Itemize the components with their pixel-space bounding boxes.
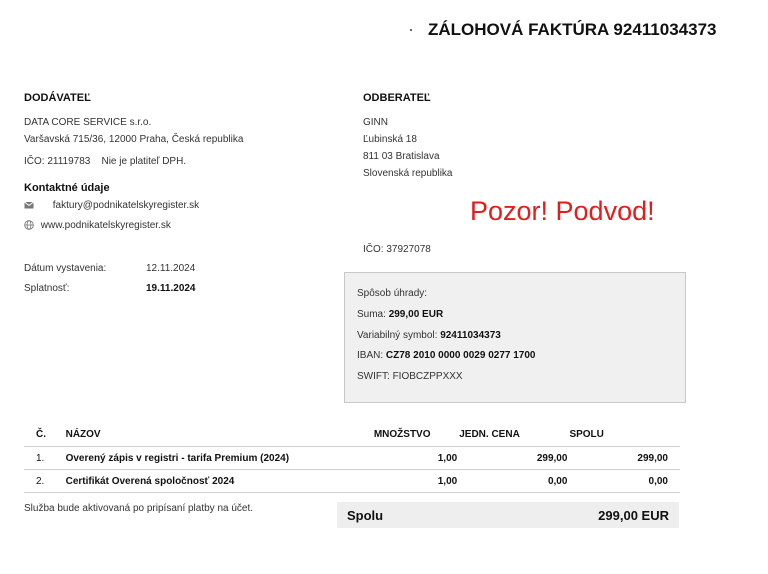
globe-icon (24, 220, 34, 230)
total-value: 299,00 EUR (598, 508, 669, 523)
supplier-ico: IČO: 21119783 (24, 156, 91, 167)
row-quantity: 1,00 (373, 447, 458, 470)
payment-swift-value: FIOBCZPPXXX (392, 371, 463, 382)
row-unit-price: 0,00 (458, 470, 568, 493)
payment-method: Spôsob úhrady: (357, 288, 428, 299)
customer-country: Slovenská republika (363, 168, 453, 179)
table-header-row (24, 422, 680, 447)
items-table (24, 422, 680, 493)
due-label: Splatnosť: (24, 283, 70, 294)
customer-ico: IČO: 37927078 (363, 244, 431, 255)
customer-street: Ľubinská 18 (363, 134, 417, 145)
payment-swift-row (357, 371, 463, 382)
contact-email-row (24, 197, 199, 214)
payment-iban-value: CZ78 2010 0000 0029 0277 1700 (385, 350, 536, 361)
row-total: 299,00 (568, 447, 680, 470)
payment-iban-label: IBAN: (357, 350, 384, 361)
supplier-heading: DODÁVATEĽ (24, 92, 91, 104)
total-bar (337, 502, 679, 528)
contact-web-row (24, 217, 171, 234)
row-number: 1. (24, 447, 65, 470)
row-name: Overený zápis v registri - tarifa Premium (2024) (65, 447, 373, 470)
total-label: Spolu (347, 508, 384, 523)
supplier-name: DATA CORE SERVICE s.r.o. (24, 117, 152, 128)
payment-vs-row (357, 330, 501, 341)
payment-vs-value: 92411034373 (440, 330, 501, 341)
customer-city: 811 03 Bratislava (363, 151, 440, 162)
due-value: 19.11.2024 (146, 283, 196, 294)
row-number: 2. (24, 470, 65, 493)
invoice-title: ZÁLOHOVÁ FAKTÚRA 92411034373 (428, 20, 717, 39)
col-total-header: SPOLU (568, 422, 680, 447)
payment-amount-row (357, 309, 443, 320)
col-name-header: NÁZOV (65, 422, 373, 447)
decorative-dot (410, 29, 412, 31)
supplier-address: Varšavská 715/36, 12000 Praha, Česká republika (24, 134, 244, 145)
row-quantity: 1,00 (373, 470, 458, 493)
payment-box (344, 272, 686, 403)
contact-heading: Kontaktné údaje (24, 182, 110, 194)
row-name: Certifikát Overená spoločnosť 2024 (65, 470, 373, 493)
col-unit-price-header: JEDN. CENA (458, 422, 568, 447)
supplier-vat-note: Nie je platiteľ DPH. (101, 156, 187, 167)
col-number-header: Č. (24, 422, 65, 447)
payment-iban-row (357, 350, 535, 361)
contact-email[interactable]: faktury@podnikatelskyregister.sk (52, 200, 200, 211)
envelope-icon (24, 200, 34, 210)
issued-value: 12.11.2024 (146, 263, 196, 274)
customer-name: GINN (363, 117, 388, 128)
payment-amount-label: Suma: (357, 309, 386, 320)
issued-label: Dátum vystavenia: (24, 263, 107, 274)
table-row (24, 447, 680, 470)
activation-note: Služba bude aktivovaná po pripísaní platby na účet. (24, 503, 254, 514)
payment-amount-value: 299,00 EUR (388, 309, 444, 320)
supplier-ico-line (24, 153, 186, 170)
payment-swift-label: SWIFT: (357, 371, 390, 382)
fraud-warning: Pozor! Podvod! (470, 196, 655, 226)
contact-web[interactable]: www.podnikatelskyregister.sk (40, 220, 171, 231)
payment-vs-label: Variabilný symbol: (357, 330, 438, 341)
row-unit-price: 299,00 (458, 447, 568, 470)
table-row (24, 470, 680, 493)
customer-heading: ODBERATEĽ (363, 92, 431, 104)
row-total: 0,00 (568, 470, 680, 493)
col-quantity-header: MNOŽSTVO (373, 422, 458, 447)
